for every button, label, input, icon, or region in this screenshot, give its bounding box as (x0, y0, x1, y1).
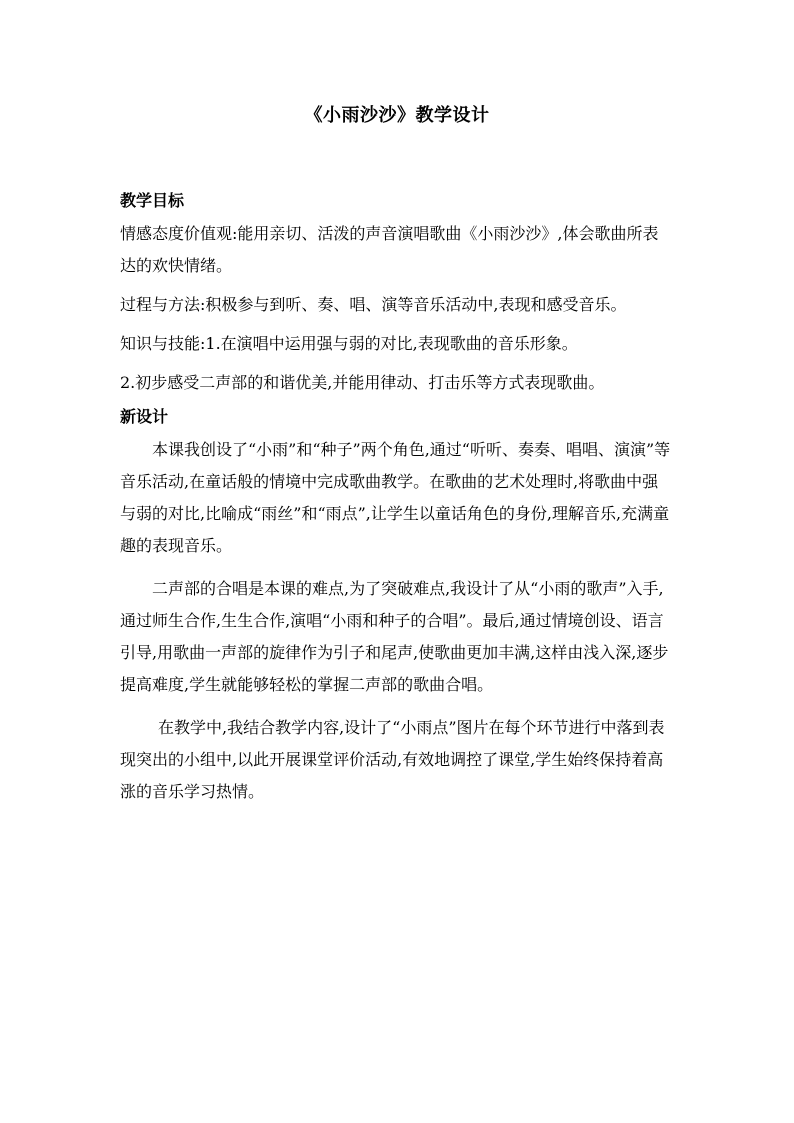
section-heading-new-design: 新设计 (120, 407, 169, 426)
document-body (120, 183, 672, 808)
design-paragraph-1: 本课我创设了“小雨”和“种子”两个角色,通过“听听、奏奏、唱唱、演演”等音乐活动,在童话般的情境中完成歌曲教学。在歌曲的艺术处理时,将歌曲中强与弱的对比,比喻成“雨丝”和“雨点”,让学生以童话角色的身份,理解音乐,充满童趣的表现音乐。 (120, 440, 671, 555)
goal-skill-paragraph: 知识与技能:1.在演唱中运用强与弱的对比,表现歌曲的音乐形象。 (120, 334, 578, 353)
document-title: 《小雨沙沙》教学设计 (304, 105, 490, 126)
section-heading-teaching-goals: 教学目标 (120, 191, 185, 210)
design-paragraph-2: 二声部的合唱是本课的难点,为了突破难点,我设计了从“小雨的歌声”入手,通过师生合作,生生合作,演唱“小雨和种子的合唱”。最后,通过情境创设、语言引导,用歌曲一声部的旋律作为引子和尾声,使歌曲更加丰满,这样由浅入深,逐步提高难度,学生就能够轻松的掌握二声部的歌曲合唱。 (120, 579, 669, 694)
goal-skill-item-2: 2.初步感受二声部的和谐优美,并能用律动、打击乐等方式表现歌曲。 (120, 373, 605, 392)
design-paragraph-3: 在教学中,我结合教学内容,设计了“小雨点”图片在每个环节进行中落到表现突出的小组中,以此开展课堂评价活动,有效地调控了课堂,学生始终保持着高涨的音乐学习热情。 (120, 718, 665, 801)
goal-emotion-paragraph: 情感态度价值观:能用亲切、活泼的声音演唱歌曲《小雨沙沙》,体会歌曲所表达的欢快情绪。 (120, 224, 659, 275)
goal-process-paragraph: 过程与方法:积极参与到听、奏、唱、演等音乐活动中,表现和感受音乐。 (120, 295, 627, 314)
